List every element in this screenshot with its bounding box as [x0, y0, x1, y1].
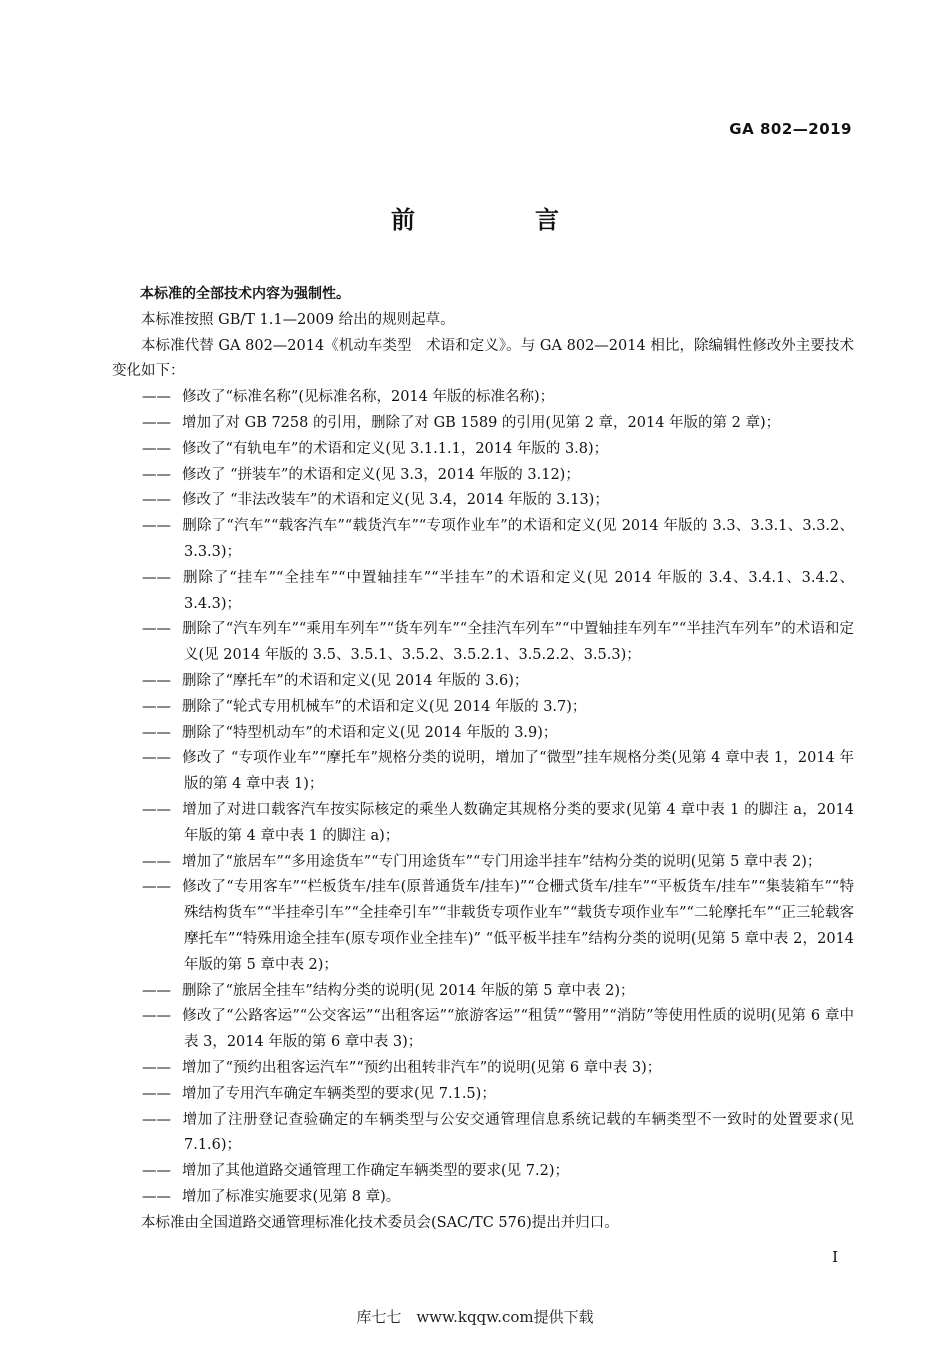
drafting-rule-statement: 本标准按照 GB/T 1.1—2009 给出的规则起草。 [141, 311, 455, 328]
change-list-item [112, 385, 854, 411]
page-title: 前 言 [391, 206, 607, 234]
change-list-item [112, 979, 854, 1005]
change-list-item [112, 1004, 854, 1056]
change-list [112, 385, 854, 1211]
proposing-committee-statement: 本标准由全国道路交通管理标准化技术委员会(SAC/TC 576)提出并归口。 [141, 1214, 619, 1231]
change-list-item [112, 850, 854, 876]
change-list-item [112, 617, 854, 669]
change-text: 修改了“专用客车”“栏板货车/挂车(原普通货车/挂车)”“仓栅式货车/挂车”“平板货车/挂车”“集装箱车”“特殊结构货车”“半挂牵引车”“全挂牵引车”“非载货专项作业车”“载货专项作业车”“二轮摩托车”“正三轮载客摩托车”“特殊用途全挂车(原专项作业全挂车)” “低平板半挂车”结构分类的说明(见第 5 章中表 2，2014 年版的第 5 章中表 2)； [182, 879, 854, 973]
list-dash: —— [142, 389, 171, 406]
change-text: 修改了“标准名称”(见标准名称，2014 年版的标准名称)； [182, 389, 555, 406]
list-dash: —— [142, 569, 171, 586]
change-text: 修改了“公路客运”“公交客运”“出租客运”“旅游客运”“租赁”“警用”“消防”等使用性质的说明(见第 6 章中表 3，2014 年版的第 6 章中表 3)； [182, 1008, 854, 1051]
change-text: 增加了对进口载客汽车按实际核定的乘坐人数确定其规格分类的要求(见第 4 章中表 1 的脚注 a，2014 年版的第 4 章中表 1 的脚注 a)； [182, 801, 854, 844]
change-text: 删除了“汽车列车”“乘用车列车”“货车列车”“全挂汽车列车”“中置轴挂车列车”“半挂汽车列车”的术语和定义(见 2014 年版的 3.5、3.5.1、3.5.2、3.5.2.1、3.5.2.2、3.5.3)； [182, 621, 854, 664]
change-list-item [112, 1185, 854, 1211]
list-dash: —— [142, 621, 171, 638]
change-list-item [112, 463, 854, 489]
list-dash: —— [142, 1188, 171, 1205]
list-dash: —— [142, 414, 171, 431]
list-dash: —— [142, 879, 171, 896]
change-list-item [112, 1159, 854, 1185]
change-text: 增加了“旅居车”“多用途货车”“专门用途货车”“专门用途半挂车”结构分类的说明(见第 5 章中表 2)； [182, 853, 822, 870]
change-list-item [112, 411, 854, 437]
list-dash: —— [142, 440, 171, 457]
mandatory-statement: 本标准的全部技术内容为强制性。 [140, 286, 350, 302]
list-dash: —— [142, 1085, 171, 1102]
change-list-item [112, 798, 854, 850]
foreword-body [112, 282, 854, 1236]
change-text: 修改了 “非法改装车”的术语和定义(见 3.4，2014 年版的 3.13)； [182, 492, 609, 509]
list-dash: —— [142, 466, 171, 483]
change-list-item [112, 1082, 854, 1108]
list-dash: —— [142, 750, 171, 767]
change-list-item [112, 746, 854, 798]
download-watermark: 库七七 www.kqqw.com提供下载 [356, 1308, 594, 1326]
change-text: 修改了 “专项作业车”“摩托车”规格分类的说明，增加了“微型”挂车规格分类(见第 4 章中表 1，2014 年版的第 4 章中表 1)； [182, 750, 854, 793]
list-dash: —— [142, 724, 171, 741]
list-dash: —— [142, 672, 171, 689]
list-dash: —— [142, 1163, 171, 1180]
list-dash: —— [142, 982, 171, 999]
change-list-item [112, 875, 854, 978]
change-text: 修改了“有轨电车”的术语和定义(见 3.1.1.1，2014 年版的 3.8)； [182, 440, 609, 457]
change-text: 删除了“轮式专用机械车”的术语和定义(见 2014 年版的 3.7)； [182, 698, 587, 715]
page-number: I [832, 1248, 838, 1266]
change-text: 删除了“特型机动车”的术语和定义(见 2014 年版的 3.9)； [182, 724, 558, 741]
change-text: 删除了“旅居全挂车”结构分类的说明(见 2014 年版的第 5 章中表 2)； [182, 982, 635, 999]
change-list-item [112, 437, 854, 463]
change-text: 增加了对 GB 7258 的引用，删除了对 GB 1589 的引用(见第 2 章，2014 年版的第 2 章)； [182, 414, 781, 431]
change-text: 增加了其他道路交通管理工作确定车辆类型的要求(见 7.2)； [182, 1163, 569, 1180]
list-dash: —— [142, 492, 171, 509]
change-list-item [112, 488, 854, 514]
change-list-item [112, 1108, 854, 1160]
list-dash: —— [142, 1008, 171, 1025]
list-dash: —— [142, 1111, 171, 1128]
change-list-item [112, 669, 854, 695]
list-dash: —— [142, 801, 171, 818]
change-text: 删除了“汽车”“载客汽车”“载货汽车”“专项作业车”的术语和定义(见 2014 年版的 3.3、3.3.1、3.3.2、3.3.3)； [182, 518, 854, 560]
list-dash: —— [142, 698, 171, 715]
change-text: 删除了“摩托车”的术语和定义(见 2014 年版的 3.6)； [182, 672, 529, 689]
change-text: 增加了标准实施要求(见第 8 章)。 [182, 1188, 401, 1205]
change-list-item [112, 695, 854, 721]
list-dash: —— [142, 518, 171, 535]
change-text: 增加了“预约出租客运汽车”“预约出租转非汽车”的说明(见第 6 章中表 3)； [182, 1059, 662, 1076]
change-text: 修改了 “拼装车”的术语和定义(见 3.3，2014 年版的 3.12)； [182, 466, 580, 483]
change-list-item [112, 514, 854, 566]
list-dash: —— [142, 1059, 171, 1076]
change-text: 增加了注册登记查验确定的车辆类型与公安交通管理信息系统记载的车辆类型不一致时的处置要求(见 7.1.6)； [182, 1111, 854, 1154]
change-list-item [112, 566, 854, 618]
change-list-item [112, 721, 854, 747]
change-text: 删除了“挂车”“全挂车”“中置轴挂车”“半挂车”的术语和定义(见 2014 年版的 3.4、3.4.1、3.4.2、3.4.3)； [182, 569, 854, 612]
change-text: 增加了专用汽车确定车辆类型的要求(见 7.1.5)； [182, 1085, 496, 1102]
list-dash: —— [142, 853, 171, 870]
replacement-statement: 本标准代替 GA 802—2014《机动车类型 术语和定义》。与 GA 802—2014 相比，除编辑性修改外主要技术变化如下： [112, 337, 854, 380]
change-list-item [112, 1056, 854, 1082]
document-code: GA 802—2019 [729, 120, 852, 138]
